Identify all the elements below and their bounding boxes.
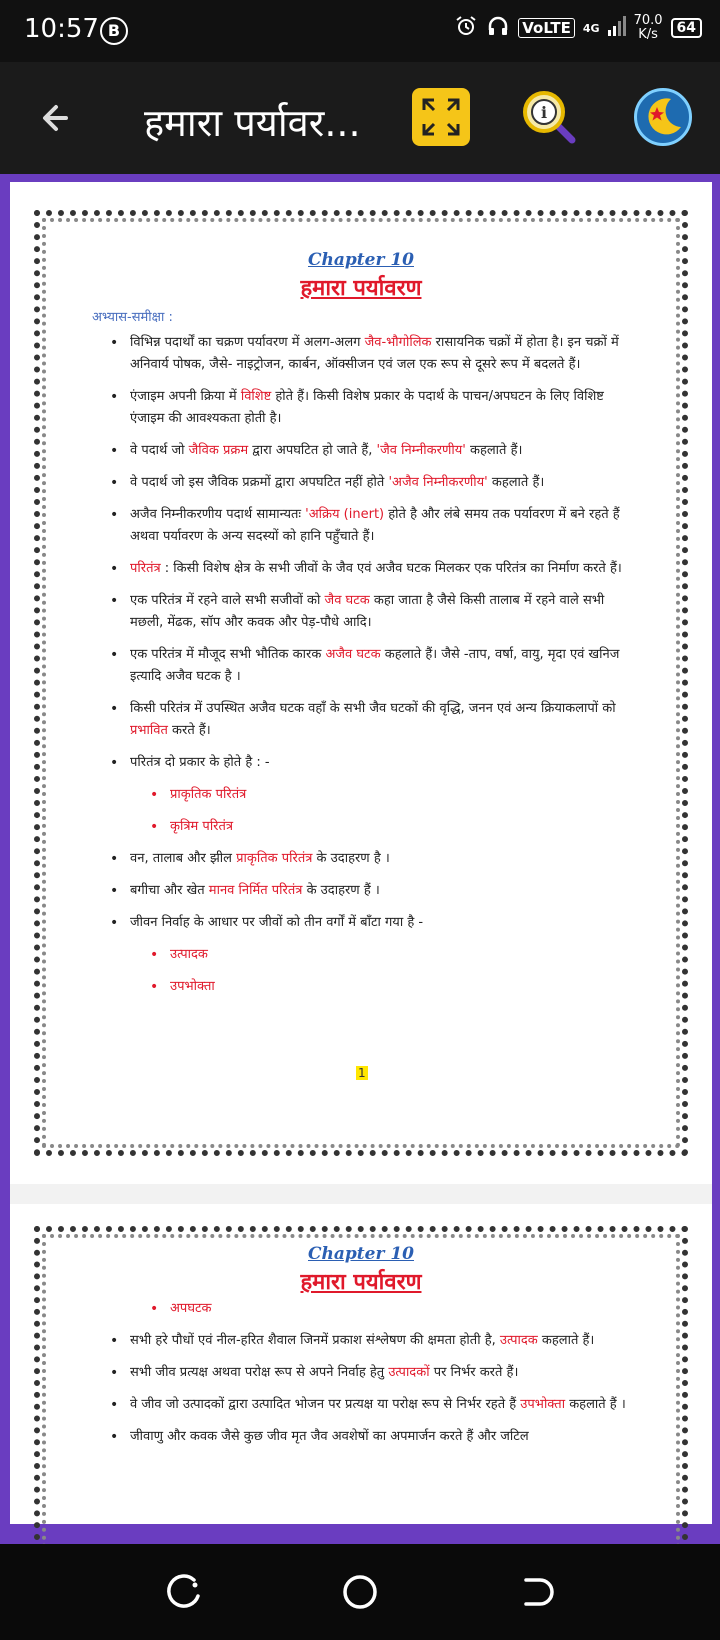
back-icon[interactable] bbox=[516, 1572, 556, 1612]
sub-list-item bbox=[110, 976, 630, 998]
signal-icon bbox=[608, 16, 626, 40]
chapter-label: Chapter 10 bbox=[308, 1244, 414, 1264]
expand-icon[interactable] bbox=[412, 88, 470, 146]
highlighted-term: जैव घटक bbox=[324, 593, 370, 608]
list-item bbox=[110, 332, 630, 376]
sub-list-item bbox=[110, 784, 630, 806]
net-speed bbox=[634, 14, 663, 42]
list-item bbox=[110, 472, 630, 494]
back-arrow-icon[interactable] bbox=[36, 96, 80, 140]
list-item bbox=[110, 386, 630, 430]
chapter-heading: हमारा पर्यावरण bbox=[300, 276, 422, 301]
text-run: जीवाणु और कवक जैसे कुछ जीव मृत जैव अवशेषों का अपमार्जन करते हैं और जटिल bbox=[130, 1429, 529, 1444]
home-icon[interactable] bbox=[340, 1572, 380, 1612]
info-search-icon[interactable] bbox=[520, 88, 578, 146]
highlighted-term: प्रभावित bbox=[130, 723, 168, 738]
highlighted-term: उपभोक्ता bbox=[170, 979, 215, 994]
list-item bbox=[110, 880, 630, 902]
highlighted-term: विशिष्ट bbox=[240, 389, 272, 404]
system-nav-bar bbox=[0, 1544, 720, 1640]
list-item bbox=[110, 590, 630, 634]
highlighted-term: प्राकृतिक परितंत्र bbox=[170, 787, 247, 802]
highlighted-term: उत्पादक bbox=[170, 947, 208, 962]
text-run: कहलाते हैं। bbox=[465, 443, 523, 458]
text-run: करते हैं। bbox=[167, 723, 211, 738]
text-run: : किसी विशेष क्षेत्र के सभी जीवों के जैव एवं अजैव घटक मिलकर एक परितंत्र का निर्माण करते हैं। bbox=[160, 561, 622, 576]
app-bar bbox=[0, 62, 720, 174]
b-badge-icon: B bbox=[100, 17, 128, 45]
text-run: बगीचा और खेत bbox=[130, 883, 209, 898]
bullet-list bbox=[110, 1298, 630, 1458]
text-run: सभी जीव प्रत्यक्ष अथवा परोक्ष रूप से अपने निर्वाह हेतु bbox=[130, 1365, 389, 1380]
sub-list-item bbox=[110, 944, 630, 966]
list-item bbox=[110, 558, 630, 580]
highlighted-term: उत्पादकों bbox=[388, 1365, 430, 1380]
text-run: सभी हरे पौधों एवं नील-हरित शैवाल जिनमें प्रकाश संश्लेषण की क्षमता होती है, bbox=[130, 1333, 500, 1348]
sub-list-item bbox=[110, 1298, 630, 1320]
status-bar bbox=[0, 0, 720, 62]
highlighted-term: परितंत्र bbox=[130, 561, 161, 576]
text-run: किसी परितंत्र में उपस्थित अजैव घटक वहाँ के सभी जैव घटकों की वृद्धि, जनन एवं अन्य क्रियाकलापों को bbox=[130, 701, 616, 716]
text-run: वे पदार्थ जो bbox=[130, 443, 189, 458]
night-mode-icon[interactable] bbox=[634, 88, 692, 146]
text-run: जीवन निर्वाह के आधार पर जीवों को तीन वर्गों में बाँटा गया है - bbox=[130, 915, 424, 930]
pdf-viewer[interactable] bbox=[0, 174, 720, 1544]
text-run: कहलाते हैं। bbox=[487, 475, 545, 490]
highlighted-term: जैविक प्रक्रम bbox=[188, 443, 249, 458]
pdf-page-2 bbox=[10, 1204, 712, 1524]
list-item bbox=[110, 698, 630, 742]
text-run: रासायनिक चक्रों में होता है। इन चक्रों में अनिवार्य पोषक, जैसे- नाइट्रोजन, कार्बन, ऑक्सीजन एवं जल एक रूप से दूसरे रूप में बदलते हैं। bbox=[130, 335, 619, 372]
chapter-heading: हमारा पर्यावरण bbox=[300, 1270, 422, 1295]
text-run: होते हैं। किसी विशेष प्रकार के पदार्थ के पाचन/अपघटन के लिए विशिष्ट एंजाइम की आवश्यकता होती है। bbox=[130, 389, 604, 426]
list-item bbox=[110, 440, 630, 462]
text-run: अजैव निम्नीकरणीय पदार्थ सामान्यतः bbox=[130, 507, 306, 522]
text-run: वन, तालाब और झील bbox=[130, 851, 237, 866]
list-item bbox=[110, 644, 630, 688]
text-run: होते है और लंबे समय तक पर्यावरण में बने रहते हैं अथवा पर्यावरण के अन्य सदस्यों को हानि पहुँचाते हैं। bbox=[130, 507, 620, 544]
recent-apps-icon[interactable] bbox=[164, 1572, 204, 1612]
text-run: कहा जाता है जैसे किसी तालाब में रहने वाले सभी मछली, मेंढक, सॉप और कवक और पेड़-पौधे आदि। bbox=[130, 593, 605, 630]
svg-text:i: i bbox=[540, 103, 548, 122]
text-run: द्वारा अपघटित हो जाते हैं, bbox=[248, 443, 377, 458]
text-run: विभिन्न पदार्थों का चक्रण पर्यावरण में अलग-अलग bbox=[130, 335, 365, 350]
highlighted-term: अपघटक bbox=[170, 1301, 212, 1316]
text-run: वे जीव जो उत्पादकों द्वारा उत्पादित भोजन पर प्रत्यक्ष या परोक्ष रूप से निर्भर रहते हैं bbox=[130, 1397, 521, 1412]
page-gap bbox=[10, 1184, 712, 1204]
list-item bbox=[110, 1394, 630, 1416]
text-run: पर निर्भर करते हैं। bbox=[429, 1365, 519, 1380]
page-number: 1 bbox=[358, 1066, 366, 1080]
text-run: के उदाहरण हैं । bbox=[302, 883, 380, 898]
highlighted-term: जैव-भौगोलिक bbox=[364, 335, 432, 350]
list-item bbox=[110, 1362, 630, 1384]
bullet-list bbox=[110, 332, 630, 1008]
highlighted-term: 'अजैव निम्नीकरणीय' bbox=[388, 475, 488, 490]
section-label: अभ्यास-समीक्षा : bbox=[92, 310, 173, 325]
net-speed-value: 70.0 bbox=[633, 13, 663, 28]
list-item bbox=[110, 1330, 630, 1352]
document-title: हमारा पर्यावर... bbox=[144, 101, 361, 145]
list-item bbox=[110, 912, 630, 934]
text-run: कहलाते हैं । bbox=[565, 1397, 626, 1412]
alarm-icon bbox=[454, 14, 478, 42]
list-item bbox=[110, 848, 630, 870]
status-time: 10:57 bbox=[24, 14, 99, 44]
highlighted-term: 'अक्रिय (inert) bbox=[305, 507, 385, 522]
highlighted-term: 'जैव निम्नीकरणीय' bbox=[376, 443, 466, 458]
net-speed-unit: K/s bbox=[638, 27, 658, 42]
headphones-icon bbox=[486, 14, 510, 42]
list-item bbox=[110, 752, 630, 774]
text-run: वे पदार्थ जो इस जैविक प्रक्रमों द्वारा अपघटित नहीं होते bbox=[130, 475, 389, 490]
highlighted-term: कृत्रिम परितंत्र bbox=[170, 819, 234, 834]
text-run: एक परितंत्र में मौजूद सभी भौतिक कारक bbox=[130, 647, 326, 662]
highlighted-term: अजैव घटक bbox=[325, 647, 381, 662]
text-run: एंजाइम अपनी क्रिया में bbox=[130, 389, 241, 404]
status-icons bbox=[454, 14, 702, 42]
network-type: 4G bbox=[582, 21, 600, 35]
battery-level: 64 bbox=[671, 18, 702, 38]
highlighted-term: प्राकृतिक परितंत्र bbox=[236, 851, 313, 866]
sub-list-item bbox=[110, 816, 630, 838]
text-run: एक परितंत्र में रहने वाले सभी सजीवों को bbox=[130, 593, 325, 608]
highlighted-term: मानव निर्मित परितंत्र bbox=[208, 883, 303, 898]
list-item bbox=[110, 1426, 630, 1448]
text-run: के उदाहरण है । bbox=[312, 851, 390, 866]
highlighted-term: उत्पादक bbox=[499, 1333, 538, 1348]
text-run: परितंत्र दो प्रकार के होते है : - bbox=[130, 755, 270, 770]
volte-badge: VoLTE bbox=[518, 18, 575, 38]
pdf-page-1 bbox=[10, 182, 712, 1184]
text-run: कहलाते हैं। bbox=[537, 1333, 595, 1348]
text-run: कहलाते हैं। जैसे -ताप, वर्षा, वायु, मृदा एवं खनिज इत्यादि अजैव घटक है । bbox=[130, 647, 620, 684]
highlighted-term: उपभोक्ता bbox=[520, 1397, 566, 1412]
chapter-label: Chapter 10 bbox=[308, 250, 414, 270]
list-item bbox=[110, 504, 630, 548]
